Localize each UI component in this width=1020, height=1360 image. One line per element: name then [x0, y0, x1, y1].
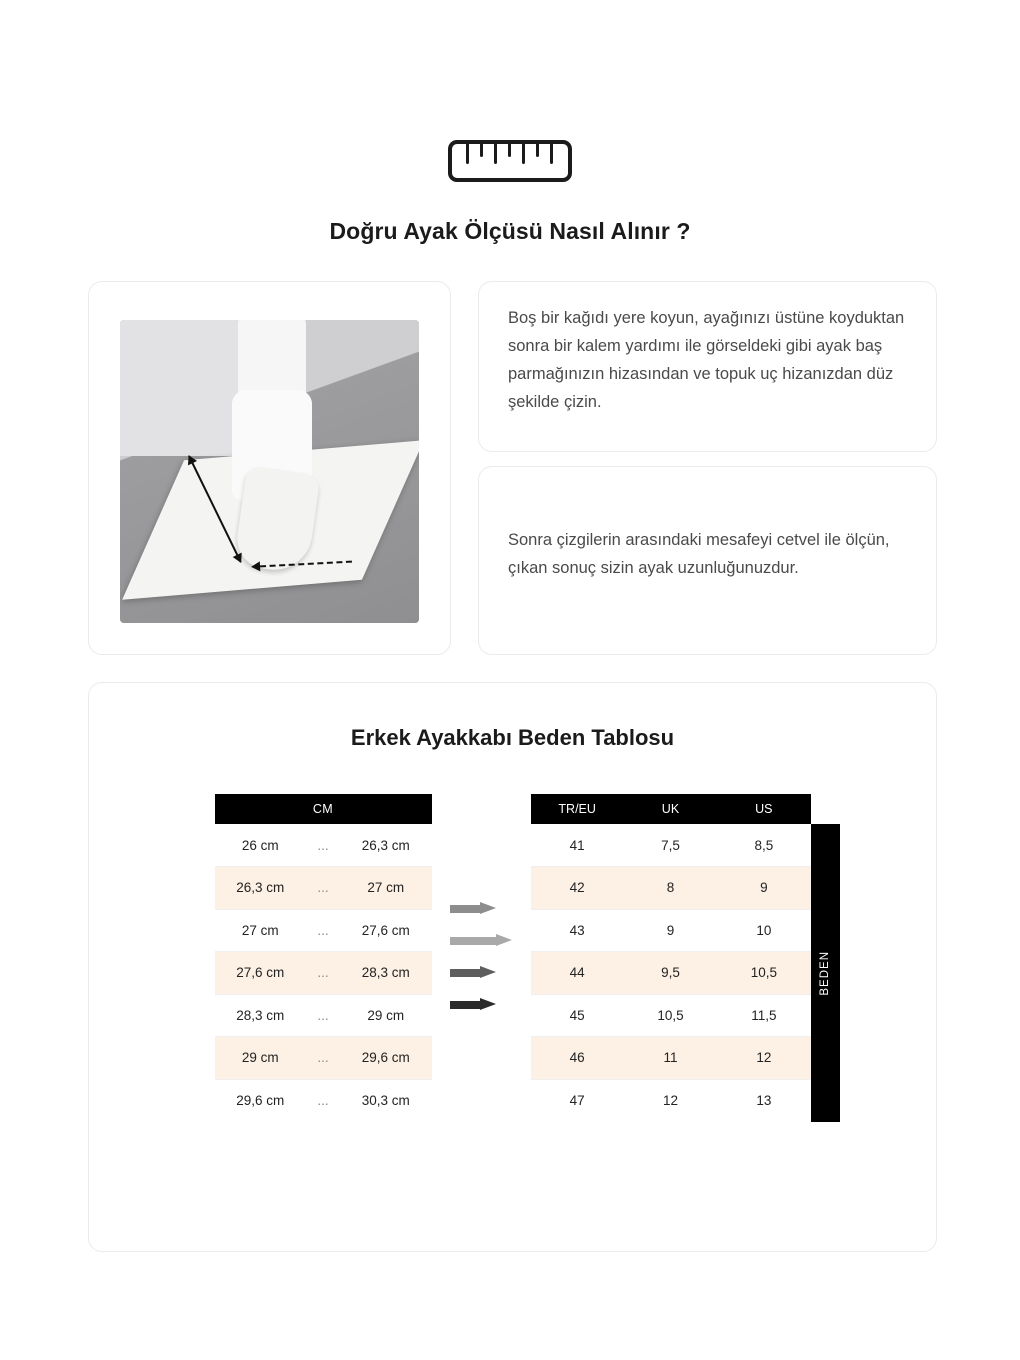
- foot-measurement-image: [120, 320, 419, 623]
- cell-tr-eu: 47: [531, 1079, 624, 1122]
- cm-to: 27,6 cm: [340, 909, 432, 952]
- cm-separator: ...: [306, 824, 340, 867]
- cm-header: CM: [215, 794, 432, 824]
- table-row: [531, 952, 811, 995]
- instruction-card-1: [478, 281, 937, 452]
- arrow-icon-3: [450, 966, 496, 979]
- instruction-text-2: Sonra çizgilerin arasındaki mesafeyi cetvel ile ölçün, çıkan sonuç sizin ayak uzunluğunuzdur.: [508, 531, 890, 577]
- table-row: [215, 952, 432, 995]
- table-row: [215, 1037, 432, 1080]
- cell-uk: 10,5: [624, 994, 717, 1037]
- header-uk: UK: [624, 794, 717, 824]
- cm-from: 29 cm: [215, 1037, 307, 1080]
- size-chart-title: Erkek Ayakkabı Beden Tablosu: [350, 725, 675, 750]
- cm-to: 26,3 cm: [340, 824, 432, 867]
- cm-separator: ...: [306, 1037, 340, 1080]
- cm-to: 28,3 cm: [340, 952, 432, 995]
- cell-us: 12: [717, 1037, 810, 1080]
- cm-to: 30,3 cm: [340, 1079, 432, 1122]
- size-conversion-table: [531, 794, 811, 1122]
- cell-tr-eu: 45: [531, 994, 624, 1037]
- arrow-icon-1: [450, 902, 496, 915]
- cm-from: 27,6 cm: [215, 952, 307, 995]
- cell-us: 11,5: [717, 994, 810, 1037]
- cm-separator: ...: [306, 909, 340, 952]
- table-row: [531, 867, 811, 910]
- table-row: [531, 1079, 811, 1122]
- table-row: [215, 824, 432, 867]
- conversion-arrows: [432, 794, 531, 1124]
- size-chart-tables: [89, 794, 936, 1124]
- cell-uk: 11: [624, 1037, 717, 1080]
- header-tr-eu: TR/EU: [531, 794, 624, 824]
- table-row: [531, 994, 811, 1037]
- cell-uk: 9: [624, 909, 717, 952]
- cell-tr-eu: 41: [531, 824, 624, 867]
- size-table-wrapper: [531, 794, 831, 1122]
- cm-from: 26,3 cm: [215, 867, 307, 910]
- cell-tr-eu: 44: [531, 952, 624, 995]
- cell-us: 8,5: [717, 824, 810, 867]
- cm-separator: ...: [306, 952, 340, 995]
- measurement-photo-card: [88, 281, 451, 655]
- header-us: US: [717, 794, 810, 824]
- arrow-icon-4: [450, 998, 496, 1011]
- cm-to: 27 cm: [340, 867, 432, 910]
- cm-separator: ...: [306, 1079, 340, 1122]
- cell-us: 13: [717, 1079, 810, 1122]
- cell-us: 10,5: [717, 952, 810, 995]
- page-title: Doğru Ayak Ölçüsü Nasıl Alınır ?: [329, 218, 691, 244]
- cm-to: 29,6 cm: [340, 1037, 432, 1080]
- cell-uk: 9,5: [624, 952, 717, 995]
- cell-us: 10: [717, 909, 810, 952]
- table-row: [215, 1079, 432, 1122]
- cm-from: 27 cm: [215, 909, 307, 952]
- ruler-icon: [448, 140, 572, 182]
- cell-tr-eu: 43: [531, 909, 624, 952]
- cm-from: 28,3 cm: [215, 994, 307, 1037]
- cm-range-table: [215, 794, 432, 1122]
- cell-tr-eu: 42: [531, 867, 624, 910]
- instruction-card-2: [478, 466, 937, 655]
- table-header-row: [531, 794, 811, 824]
- table-row: [215, 867, 432, 910]
- table-row: [531, 824, 811, 867]
- cm-separator: ...: [306, 994, 340, 1037]
- ruler-icon-container: [0, 140, 1020, 182]
- instruction-text-1: Boş bir kağıdı yere koyun, ayağınızı üstüne koyduktan sonra bir kalem yardımı ile görseldeki gibi ayak baş parmağınızın hizasından ve topuk uç hizanızdan düz şekilde çizin.: [508, 309, 905, 411]
- cm-separator: ...: [306, 867, 340, 910]
- table-row: [531, 1037, 811, 1080]
- photo-wall: [120, 320, 240, 456]
- beden-side-label: [811, 824, 840, 1122]
- cell-uk: 7,5: [624, 824, 717, 867]
- table-row: [531, 909, 811, 952]
- table-header-row: [215, 794, 432, 824]
- beden-side-label-text: BEDEN: [819, 950, 831, 996]
- table-row: [215, 909, 432, 952]
- table-row: [215, 994, 432, 1037]
- cell-uk: 12: [624, 1079, 717, 1122]
- cm-from: 26 cm: [215, 824, 307, 867]
- cm-from: 29,6 cm: [215, 1079, 307, 1122]
- cell-uk: 8: [624, 867, 717, 910]
- arrow-icon-2: [450, 934, 512, 947]
- cell-tr-eu: 46: [531, 1037, 624, 1080]
- cell-us: 9: [717, 867, 810, 910]
- size-chart-card: [88, 682, 937, 1252]
- cm-to: 29 cm: [340, 994, 432, 1037]
